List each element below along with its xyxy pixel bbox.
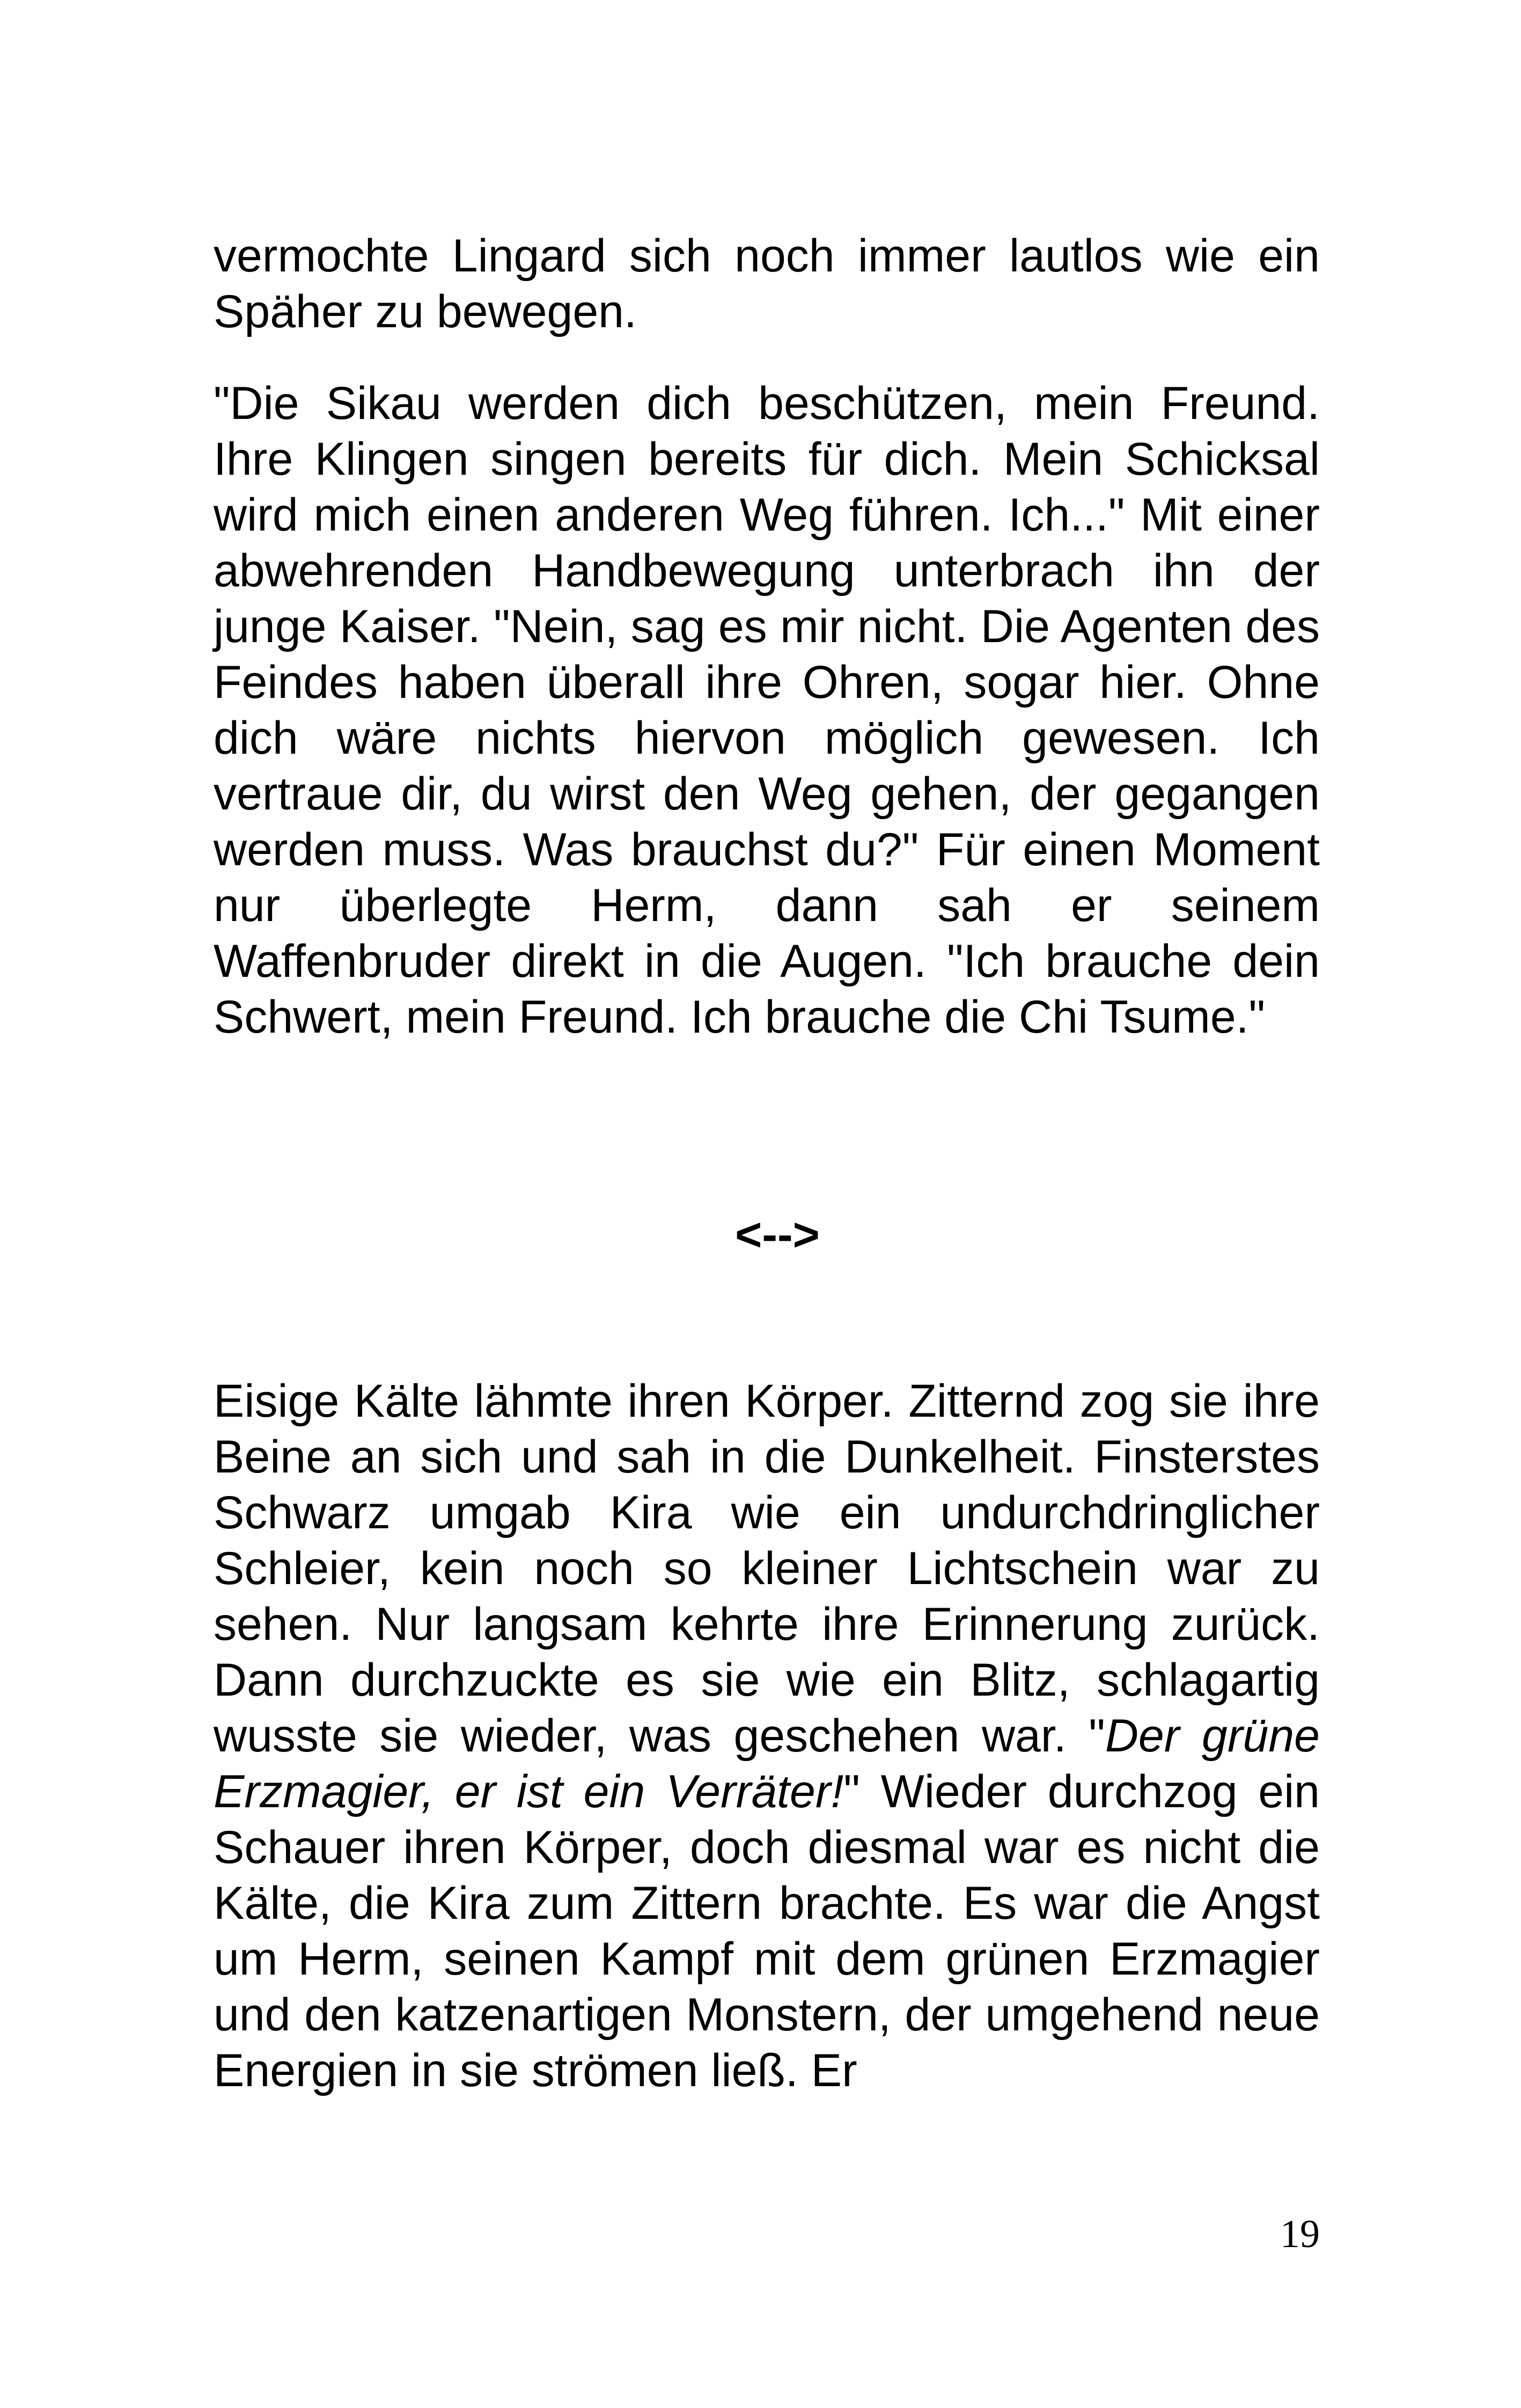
paragraph-2-text: "Die Sikau werden dich beschützen, mein Freund. Ihre Klingen singen bereits für dich. Mein Schicksal wird mich einen anderen Weg führen. Ich..." Mit einer abwehrenden Handbewegung unterbrach ihn der junge Kaiser. "Nein, sag es mir nicht. Die Agenten des Feindes haben überall ihre Ohren, sogar hier. Ohne dich wäre nichts hiervon möglich gewesen. Ich vertraue dir, du wirst den Weg gehen, der gegangen werden muss. Was brauchst du?" Für einen Moment nur überlegte Herm, dann sah er seinem Waffenbruder direkt in die Augen. "Ich brauche dein Schwert, mein Freund. Ich brauche die Chi Tsume." xyxy=(214,378,1320,1043)
paragraph-1 xyxy=(214,228,1320,340)
paragraph-3-text-end: " Wieder durchzog ein Schauer ihren Körper, doch diesmal war es nicht die Kälte, die Kira zum Zittern brachte. Es war die Angst um Herm, seinen Kampf mit dem grünen Erzmagier und den katzenartigen Monstern, der umgehend neue Energien in sie strömen ließ. Er xyxy=(214,1766,1320,2096)
paragraph-1-text: vermochte Lingard sich noch immer lautlos wie ein Späher zu bewegen. xyxy=(214,230,1320,337)
paragraph-3-italic-quote: Der grüne Erzmagier, er ist ein Verräter! xyxy=(214,1710,1320,1817)
scene-separator: <--> xyxy=(735,1209,820,1261)
page-number: 19 xyxy=(1280,2212,1320,2256)
paragraph-3-text-start: Eisige Kälte lähmte ihren Körper. Zitternd zog sie ihre Beine an sich und sah in die Dunkelheit. Finsterstes Schwarz umgab Kira wie ein undurchdringlicher Schleier, kein noch so kleiner Lichtschein war zu sehen. Nur langsam kehrte ihre Erinnerung zurück. Dann durchzuckte es sie wie ein Blitz, schlagartig wusste sie wieder, was geschehen war. " xyxy=(214,1375,1320,1762)
paragraph-3 xyxy=(214,1373,1320,2098)
paragraph-3-text xyxy=(214,1373,1320,2098)
paragraph-2 xyxy=(214,375,1320,1045)
